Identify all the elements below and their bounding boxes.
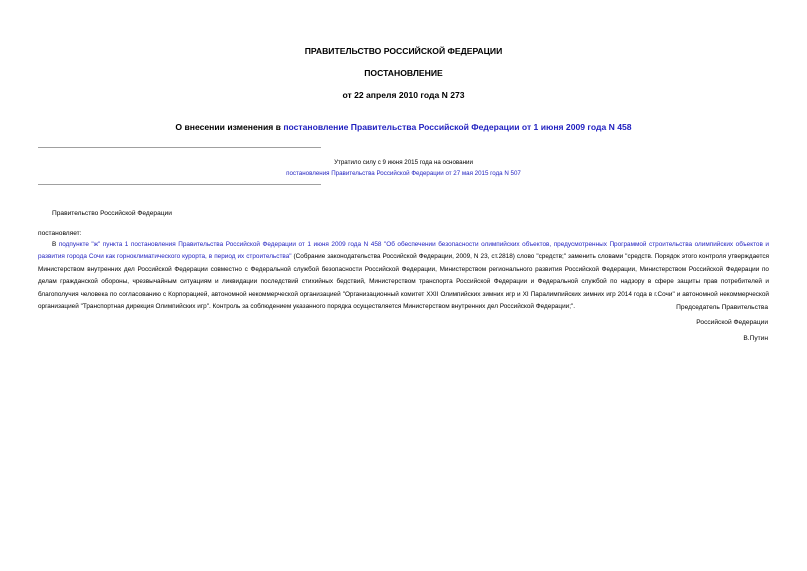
- government-heading: ПРАВИТЕЛЬСТВО РОССИЙСКОЙ ФЕДЕРАЦИИ: [304, 46, 503, 56]
- paragraph-rest: (Собрание законодательства Российской Федерации, 2009, N 23, ст.2818) слово "средств;" заменить словами "средств. Порядок этого контроля утверждается Министерством внутренних дел Российской Федерации совместно с Федеральной службой безопасности Российской Федерации, Министерством регионального развития Российской Федерации, Министерством Российской Федерации по делам гражданской обороны, чрезвычайным ситуациям и ликвидации последствий стихийных бедствий, Министерством транспорта Российской Федерации и Федеральной службой по надзору в сфере защиты прав потребителей и благополучия человека по согласованию с Корпорацией, автономной некоммерческой организацией "Организационный комитет XXII Олимпийских зимних игр и XI Паралимпийских зимних игр 2014 года в г.Сочи" и автономной некоммерческой организацией "Транспортная дирекция Олимпийских игр". Контроль за соблюдением указанного порядка осуществляется Министерством внутренних дел Российской Федерации;".: [38, 253, 770, 311]
- government-line: Правительство Российской Федерации: [52, 210, 172, 217]
- document-type-heading: ПОСТАНОВЛЕНИЕ: [364, 68, 443, 78]
- subject-link[interactable]: постановление Правительства Российской Федерации от 1 июня 2009 года N 458: [283, 122, 632, 132]
- paragraph-start: В: [52, 241, 59, 248]
- expiry-note-link[interactable]: постановления Правительства Российской Федерации от 27 мая 2015 года N 507: [286, 170, 521, 177]
- note-top-divider: [38, 147, 321, 148]
- note-bottom-divider: [38, 184, 321, 185]
- expiry-note-line1: Утратило силу с 9 июня 2015 года на основании: [334, 159, 473, 166]
- main-paragraph: [38, 239, 769, 313]
- signatory-title-line1: Председатель Правительства: [676, 304, 768, 311]
- subject-prefix: О внесении изменения в: [175, 122, 284, 132]
- paragraph-link[interactable]: подпункте "ж" пункта 1 постановления Правительства Российской Федерации от 1 июня 2009 года N 458 "Об обеспечении безопасности олимпийских объектов, предусмотренных Программой строительства олимпийских объектов и развития города Сочи как горноклиматического курорта, в период их строительства": [38, 241, 769, 261]
- signatory-title-line2: Российской Федерации: [696, 319, 768, 326]
- date-number-heading: от 22 апреля 2010 года N 273: [342, 90, 465, 100]
- decree-word: постановляет:: [38, 230, 82, 237]
- signatory-name: В.Путин: [743, 335, 768, 342]
- document-subject: [0, 122, 807, 133]
